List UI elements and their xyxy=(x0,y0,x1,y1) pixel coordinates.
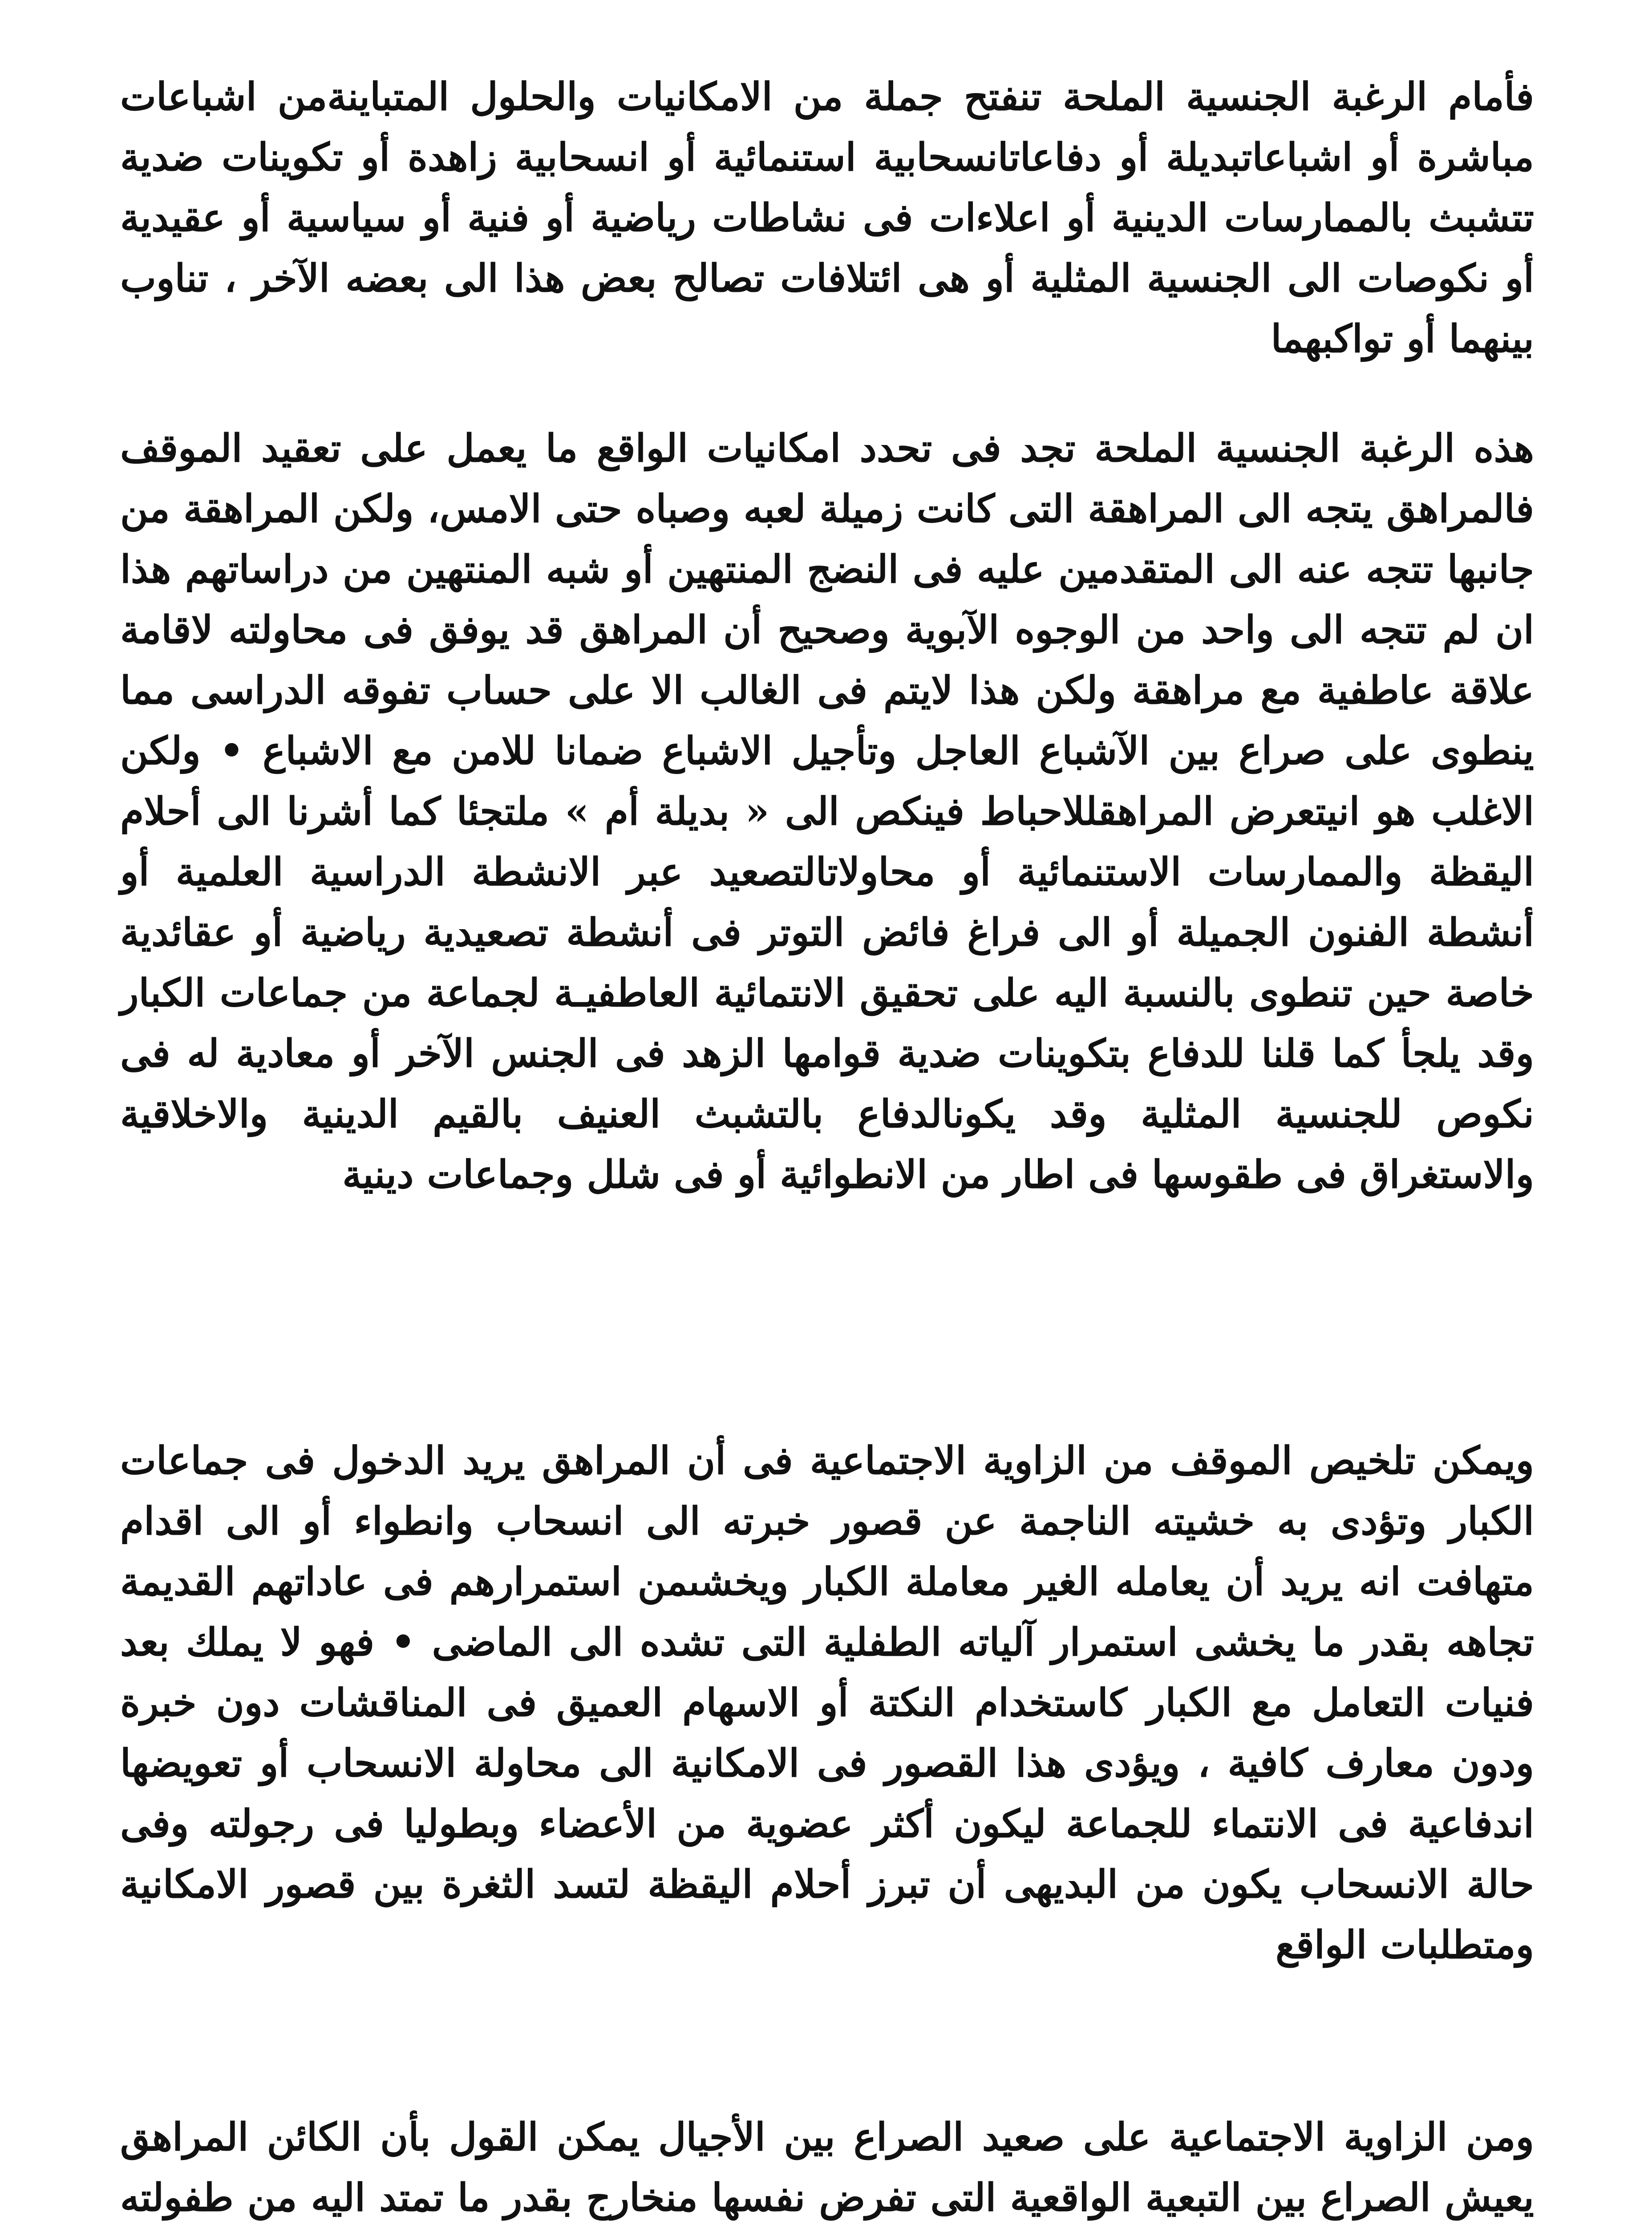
paragraph-2: هذه الرغبة الجنسية الملحة تجد فى تحدد امكانيات الواقع ما يعمل على تعقيد الموقف فالمراهق يتجه الى المراهقة التى كانت زميلة لعبه وصباه حتى الامس، ولكن المراهقة من جانبها تتجه عنه الى المتقدمين عليه فى النضج المنتهين أو شبه المنتهين من دراساتهم هذا ان لم تتجه الى واحد من الوجوه الآبوية وصحيح أن المراهق قد يوفق فى محاولته لاقامة علاقة عاطفية مع مراهقة ولكن هذا لايتم فى الغالب الا على حساب تفوقه الدراسى مما ينطوى على صراع بين الآشباع العاجل وتأجيل الاشباع ضمانا للامن مع الاشباع • ولكن الاغلب هو انيتعرض المراهقللاحباط فينكص الى « بديلة أم » ملتجئا كما أشرنا الى أحلام اليقظة والممارسات الاستنمائية أو محاولاتالتصعيد عبر الانشطة الدراسية العلمية أو أنشطة الفنون الجميلة أو الى فراغ فائض التوتر فى أنشطة تصعيدية رياضية أو عقائدية خاصة حين تنطوى بالنسبة اليه على تحقيق الانتمائية العاطفيـة لجماعة من جماعات الكبار وقد يلجأ كما قلنا للدفاع بتكوينات ضدية قوامها الزهد فى الجنس الآخر أو معادية له فى نكوص للجنسية المثلية وقد يكونالدفاع بالتشبث العنيف بالقيم الدينية والاخلاقية والاستغراق فى طقوسها فى اطار من الانطوائية أو فى شلل وجماعات دينية xyxy=(120,426,1534,1197)
paragraph-1: فأمام الرغبة الجنسية الملحة تنفتح جملة من الامكانيات والحلول المتباينةمن اشباعات مباشرة أو اشباعاتبديلة أو دفاعاتانسحابية استنمائية أو انسحابية زاهدة أو تكوينات ضدية تتشبث بالممارسات الدينية أو اعلاءات فى نشاطات رياضية أو فنية أو سياسية أو عقيدية أو نكوصات الى الجنسية المثلية أو هى ائتلافات تصالح بعض هذا الى بعضه الآخر ، تناوب بينهما أو تواكبهما xyxy=(120,74,1534,361)
paragraph-4: ومن الزاوية الاجتماعية على صعيد الصراع بين الأجيال يمكن القول بأن الكائن المراهق يعيش الصراع بين التبعية الواقعية التى تفرض نفسها منخارج بقدر ما تمتد اليه من طفولته xyxy=(120,2115,1534,2220)
paragraph-3: ويمكن تلخيص الموقف من الزاوية الاجتماعية فى أن المراهق يريد الدخول فى جماعات الكبار وتؤدى به خشيته الناجمة عن قصور خبرته الى انسحاب وانطواء أو الى اقدام متهافت انه يريد أن يعامله الغير معاملة الكبار ويخشىمن استمرارهم فى عاداتهم القديمة تجاهه بقدر ما يخشى استمرار آلياته الطفلية التى تشده الى الماضى • فهو لا يملك بعد فنيات التعامل مع الكبار كاستخدام النكتة أو الاسهام العميق فى المناقشات دون خبرة ودون معارف كافية ، ويؤدى هذا القصور فى الامكانية الى محاولة الانسحاب أو تعويضها اندفاعية فى الانتماء للجماعة ليكون أكثر عضوية من الأعضاء وبطوليا فى رجولته وفى حالة الانسحاب يكون من البديهى أن تبرز أحلام اليقظة لتسد الثغرة بين قصور الامكانية ومتطلبات الواقع xyxy=(120,1438,1534,1967)
